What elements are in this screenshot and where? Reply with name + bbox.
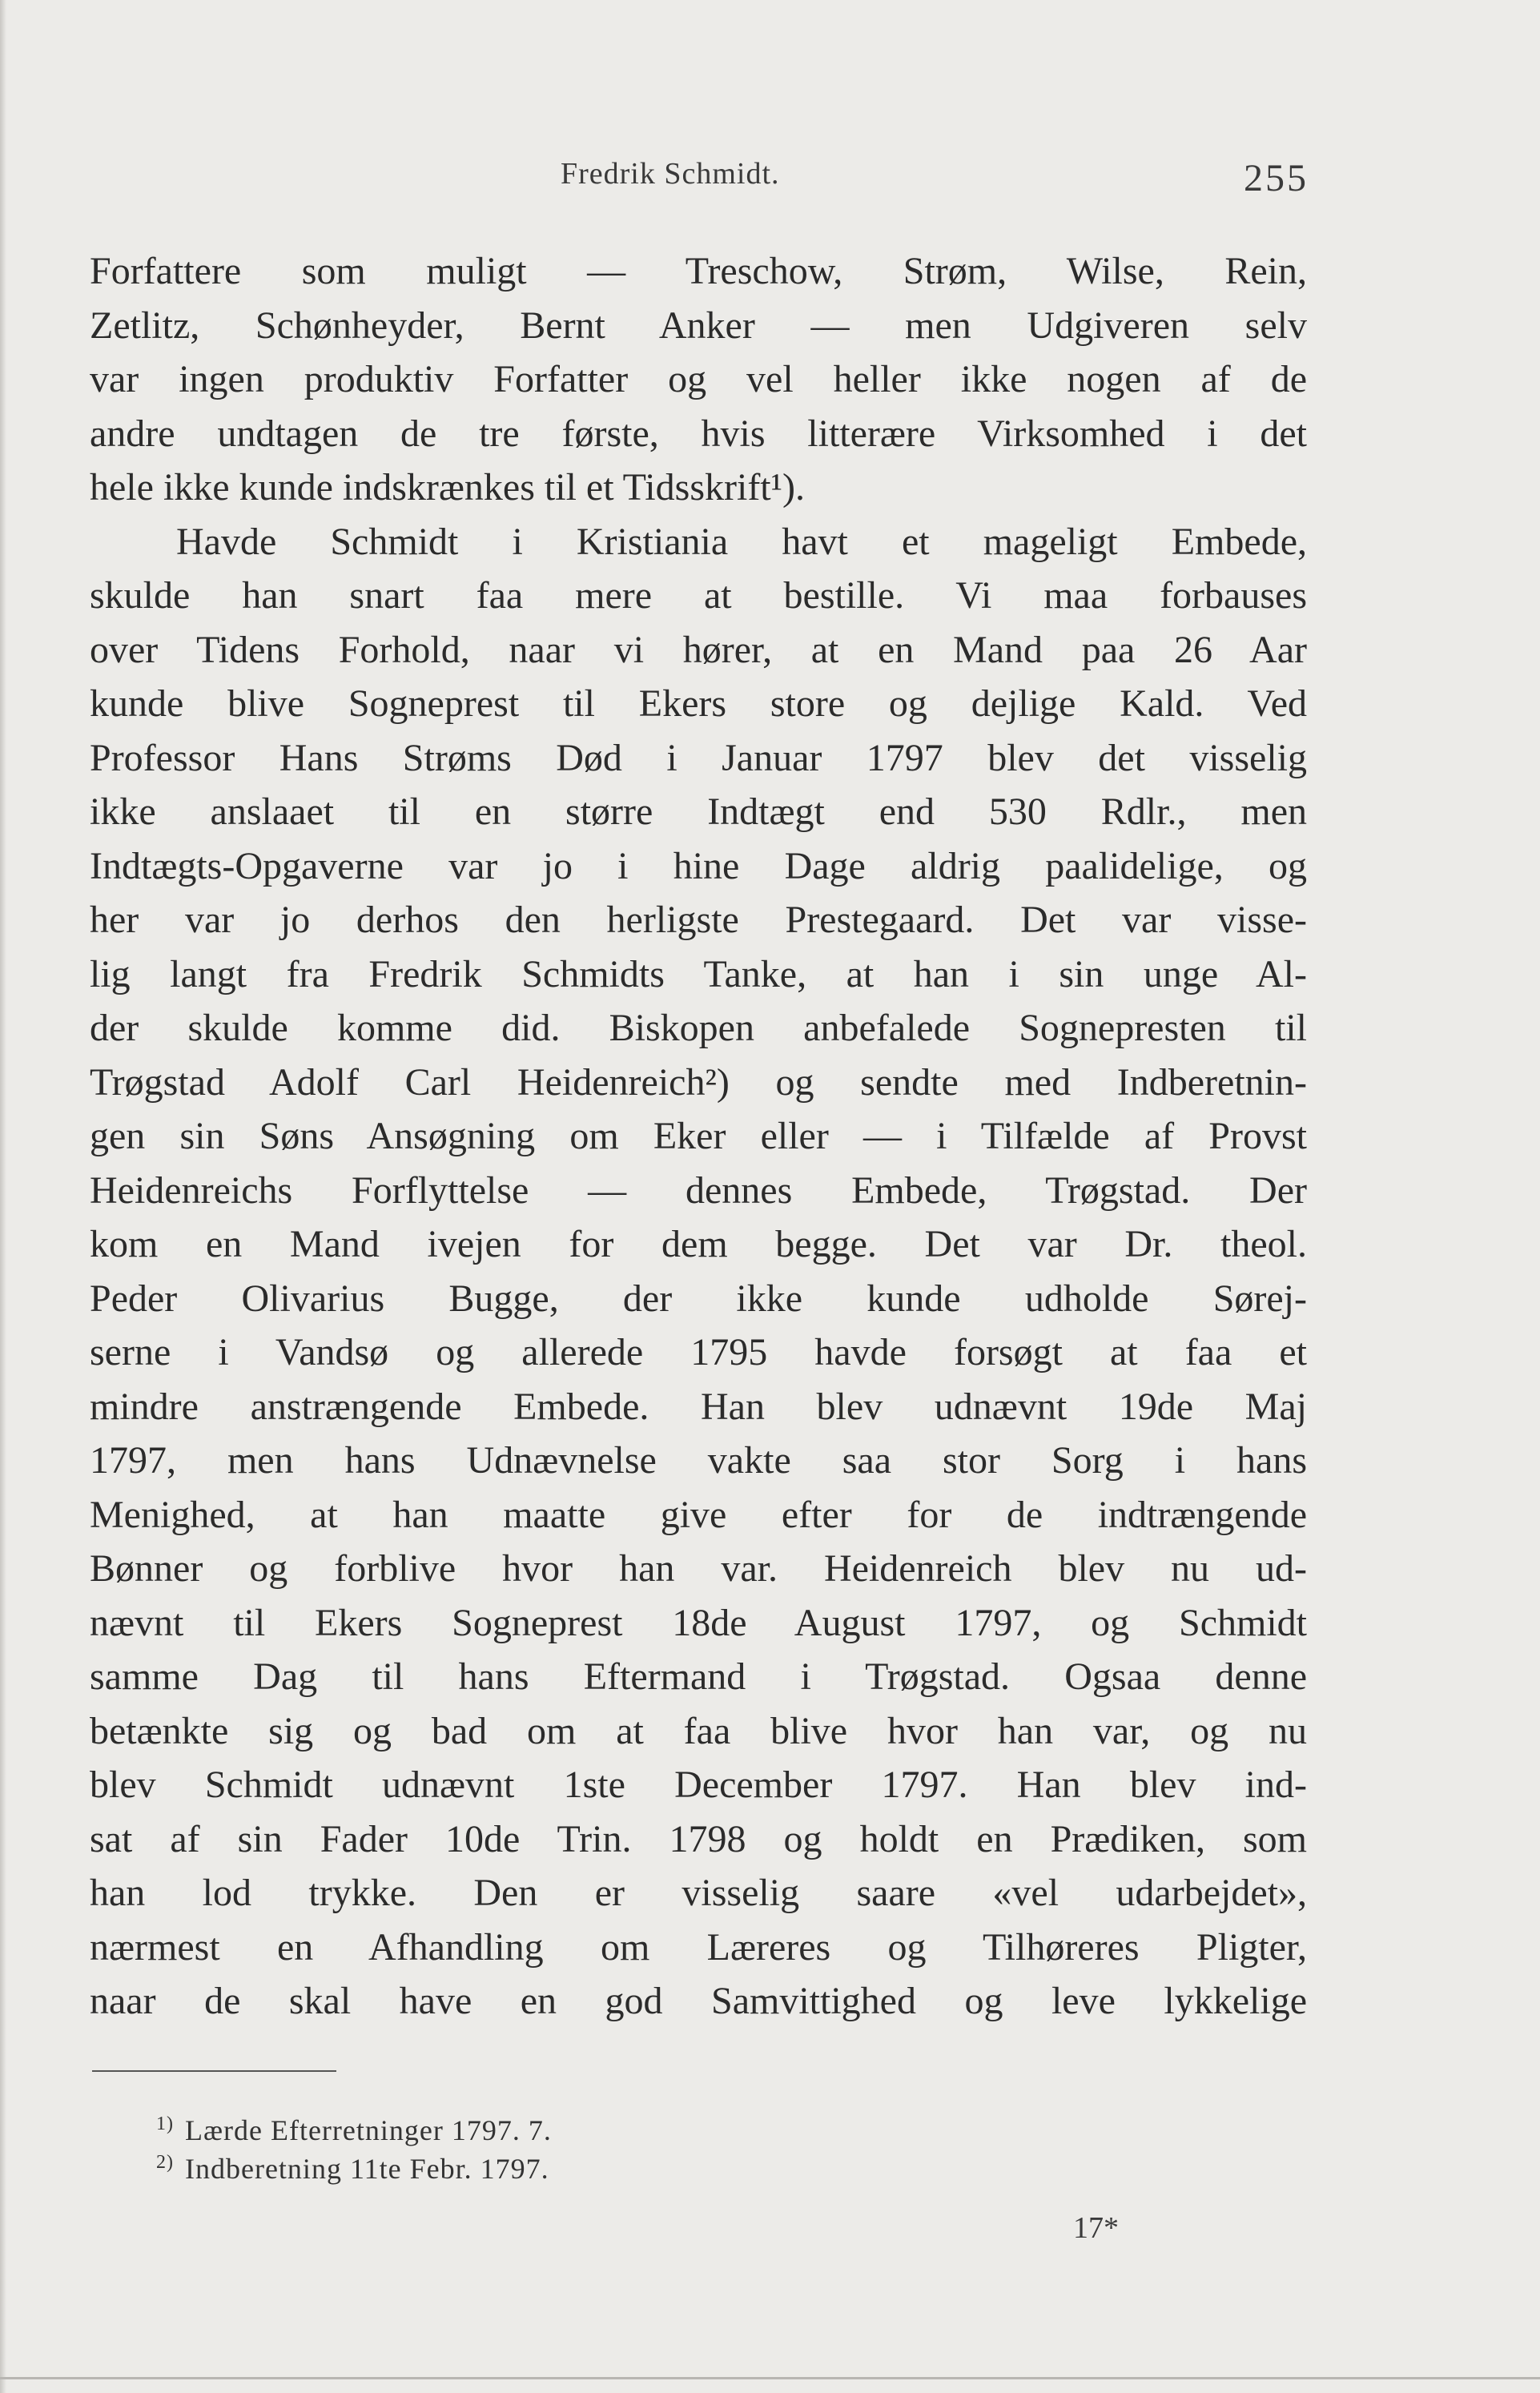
text-line: naar de skal have en god Samvittighed og leve lykkelige — [90, 1980, 1307, 2022]
text-line: han lod trykke. Den er visselig saare «vel udarbejdet», — [90, 1872, 1307, 1914]
text-line: andre undtagen de tre første, hvis litterære Virksomhed i det — [90, 412, 1307, 455]
page-number: 255 — [1244, 157, 1309, 199]
text-line: 1797, men hans Udnævnelse vakte saa stor Sorg i hans — [90, 1439, 1307, 1482]
text-line: Bønner og forblive hvor han var. Heidenreich blev nu ud- — [90, 1547, 1307, 1590]
text-line: nævnt til Ekers Sogneprest 18de August 1797, og Schmidt — [90, 1601, 1307, 1644]
footnote-divider — [92, 2070, 336, 2072]
text-line: Heidenreichs Forflyttelse — dennes Embede, Trøgstad. Der — [90, 1168, 1307, 1212]
text-line: kom en Mand ivejen for dem begge. Det var Dr. theol. — [90, 1223, 1307, 1265]
text-line: Menighed, at han maatte give efter for de indtrængende — [90, 1493, 1307, 1536]
running-head: Fredrik Schmidt. — [561, 157, 780, 191]
page-bottom-edge — [0, 2377, 1540, 2379]
text-line: serne i Vandsø og allerede 1795 havde forsøgt at faa et — [90, 1331, 1307, 1373]
text-line: hele ikke kunde indskrænkes til et Tidsskrift¹). — [90, 466, 806, 509]
footnote-text: Lærde Efterretninger 1797. 7. — [185, 2114, 552, 2146]
text-line: blev Schmidt udnævnt 1ste December 1797. Han blev ind- — [90, 1764, 1307, 1806]
text-line: over Tidens Forhold, naar vi hører, at en Mand paa 26 Aar — [90, 628, 1307, 671]
footnote-mark: 1) — [156, 2113, 174, 2134]
text-line: gen sin Søns Ansøgning om Eker eller — i Tilfælde af Provst — [90, 1115, 1307, 1157]
text-line: nærmest en Afhandling om Læreres og Tilhøreres Pligter, — [90, 1925, 1307, 1969]
text-line: Forfattere som muligt — Treschow, Strøm, Wilse, Rein, — [90, 250, 1307, 292]
text-line: Trøgstad Adolf Carl Heidenreich²) og sendte med Indberetnin- — [90, 1060, 1307, 1104]
footnote-text: Indberetning 11te Febr. 1797. — [185, 2153, 549, 2185]
text-line: Peder Olivarius Bugge, der ikke kunde udholde Sørej- — [90, 1277, 1307, 1320]
body-text — [90, 244, 1307, 2029]
footnote — [156, 2143, 877, 2185]
text-line: kunde blive Sogneprest til Ekers store og dejlige Kald. Ved — [90, 682, 1307, 725]
text-line: mindre anstrængende Embede. Han blev udnævnt 19de Maj — [90, 1385, 1307, 1428]
text-line: Professor Hans Strøms Død i Januar 1797 blev det visselig — [90, 736, 1307, 779]
text-line: sat af sin Fader 10de Trin. 1798 og holdt en Prædiken, som — [90, 1817, 1307, 1860]
text-line: skulde han snart faa mere at bestille. Vi maa forbauses — [90, 574, 1307, 617]
footnote — [156, 2105, 877, 2146]
text-line: der skulde komme did. Biskopen anbefalede Sognepresten til — [90, 1007, 1307, 1049]
text-line: Indtægts-Opgaverne var jo i hine Dage aldrig paalidelige, og — [90, 844, 1307, 887]
footnote-mark: 2) — [156, 2152, 174, 2173]
text-line: var ingen produktiv Forfatter og vel heller ikke nogen af de — [90, 358, 1307, 400]
text-line: Zetlitz, Schønheyder, Bernt Anker — men Udgiveren selv — [90, 304, 1307, 347]
text-line: Havde Schmidt i Kristiania havt et mageligt Embede, — [176, 520, 1307, 563]
page-header — [0, 156, 1540, 204]
footnotes — [156, 2105, 877, 2185]
text-line: ikke anslaaet til en større Indtægt end 530 Rdlr., men — [90, 790, 1307, 833]
text-line: her var jo derhos den herligste Prestegaard. Det var visse- — [90, 899, 1307, 941]
text-line: samme Dag til hans Eftermand i Trøgstad. Ogsaa denne — [90, 1655, 1307, 1698]
page-left-edge-shadow — [0, 0, 6, 2393]
text-line: lig langt fra Fredrik Schmidts Tanke, at han i sin unge Al- — [90, 952, 1307, 995]
printer-signature: 17* — [1073, 2211, 1119, 2245]
text-line: betænkte sig og bad om at faa blive hvor han var, og nu — [90, 1709, 1307, 1752]
